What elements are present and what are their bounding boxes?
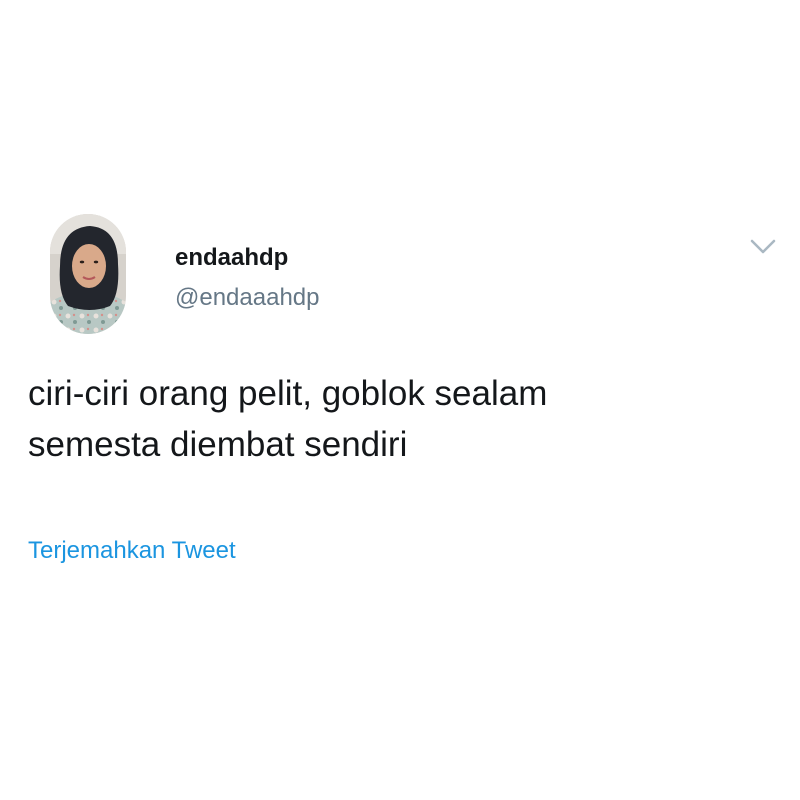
avatar[interactable] — [50, 214, 126, 334]
tweet-text-line-2: semesta diembat sendiri — [28, 425, 408, 464]
user-handle[interactable]: @endaaahdp — [175, 284, 320, 311]
translate-tweet-link[interactable]: Terjemahkan Tweet — [28, 537, 236, 564]
tweet-text-line-1: ciri-ciri orang pelit, goblok sealam — [28, 374, 548, 413]
display-name[interactable]: endaahdp — [175, 244, 289, 271]
tweet-text — [28, 368, 768, 470]
avatar-photo-icon — [50, 214, 126, 334]
chevron-down-icon[interactable] — [750, 238, 776, 256]
